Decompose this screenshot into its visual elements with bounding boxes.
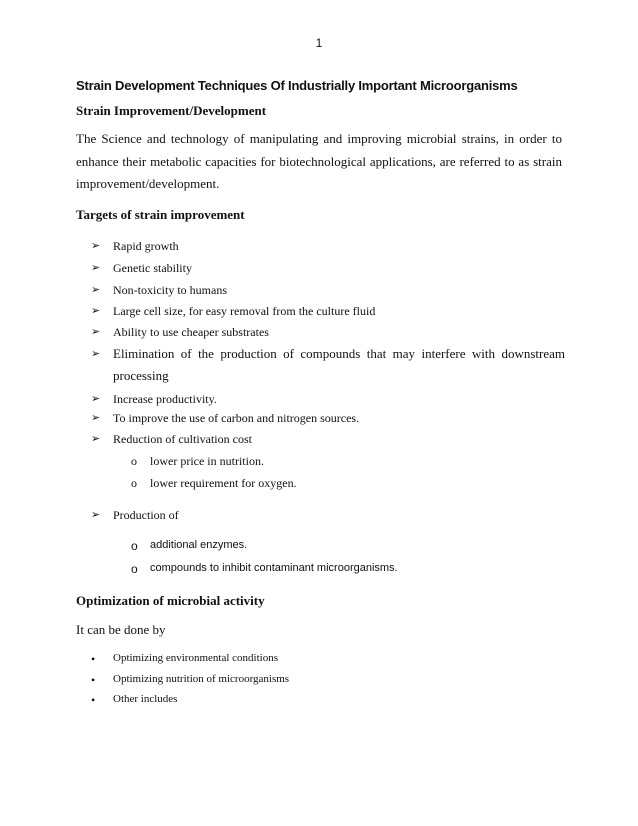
section-intro: It can be done by: [76, 622, 166, 637]
list-item: ➢ Elimination of the production of compounds that may interfere with downstream processing: [113, 343, 565, 387]
circle-bullet-icon: o: [131, 454, 137, 468]
arrow-bullet-icon: ➢: [91, 326, 101, 338]
arrow-bullet-icon: ➢: [91, 393, 101, 405]
bullet-dot-icon: •: [91, 693, 96, 707]
circle-bullet-icon: o: [131, 476, 137, 490]
document-title: Strain Development Techniques Of Industrially Important Microorganisms: [76, 78, 518, 93]
list-item: ➢ Ability to use cheaper substrates: [91, 325, 269, 339]
list-item: • Optimizing nutrition of microorganisms: [91, 673, 290, 687]
section-heading-targets: Targets of strain improvement: [76, 207, 245, 222]
sub-list-item: o lower price in nutrition.: [131, 454, 264, 468]
section-paragraph-definition: The Science and technology of manipulating and improving microbial strains, in order to enhance their metabolic capacities for biotechnological applications, are referred to as strain improvement/development.: [76, 131, 562, 191]
list-item: ➢ Non-toxicity to humans: [91, 283, 227, 297]
bullet-dot-icon: •: [91, 652, 96, 666]
list-item: ➢ Genetic stability: [91, 261, 192, 275]
sub-list-item: o additional enzymes.: [131, 539, 248, 553]
section-heading-strain-improvement: Strain Improvement/Development: [76, 103, 267, 118]
list-item: ➢ Large cell size, for easy removal from the culture fluid: [91, 304, 376, 318]
list-item: ➢ Rapid growth: [91, 239, 179, 253]
arrow-bullet-icon: ➢: [91, 240, 101, 252]
list-item: • Optimizing environmental conditions: [91, 652, 278, 666]
arrow-bullet-icon: ➢: [91, 509, 101, 521]
arrow-bullet-icon: ➢: [91, 262, 101, 274]
list-item: ➢ Production of: [91, 508, 179, 522]
arrow-bullet-icon: ➢: [91, 284, 101, 296]
arrow-bullet-icon: ➢: [91, 348, 101, 360]
list-item: ➢ Increase productivity.: [91, 392, 217, 406]
page-number: 1: [315, 36, 323, 50]
sub-list-item: o lower requirement for oxygen.: [131, 476, 297, 490]
list-item: ➢ To improve the use of carbon and nitrogen sources.: [91, 411, 360, 425]
circle-bullet-icon: o: [131, 539, 138, 553]
section-heading-optimization: Optimization of microbial activity: [76, 593, 265, 608]
arrow-bullet-icon: ➢: [91, 412, 101, 424]
arrow-bullet-icon: ➢: [91, 433, 101, 445]
circle-bullet-icon: o: [131, 562, 138, 576]
arrow-bullet-icon: ➢: [91, 305, 101, 317]
sub-list-item: o compounds to inhibit contaminant microorganisms.: [131, 562, 398, 576]
bullet-dot-icon: •: [91, 673, 96, 687]
list-item: • Other includes: [91, 693, 178, 707]
list-item: ➢ Reduction of cultivation cost: [91, 432, 252, 446]
